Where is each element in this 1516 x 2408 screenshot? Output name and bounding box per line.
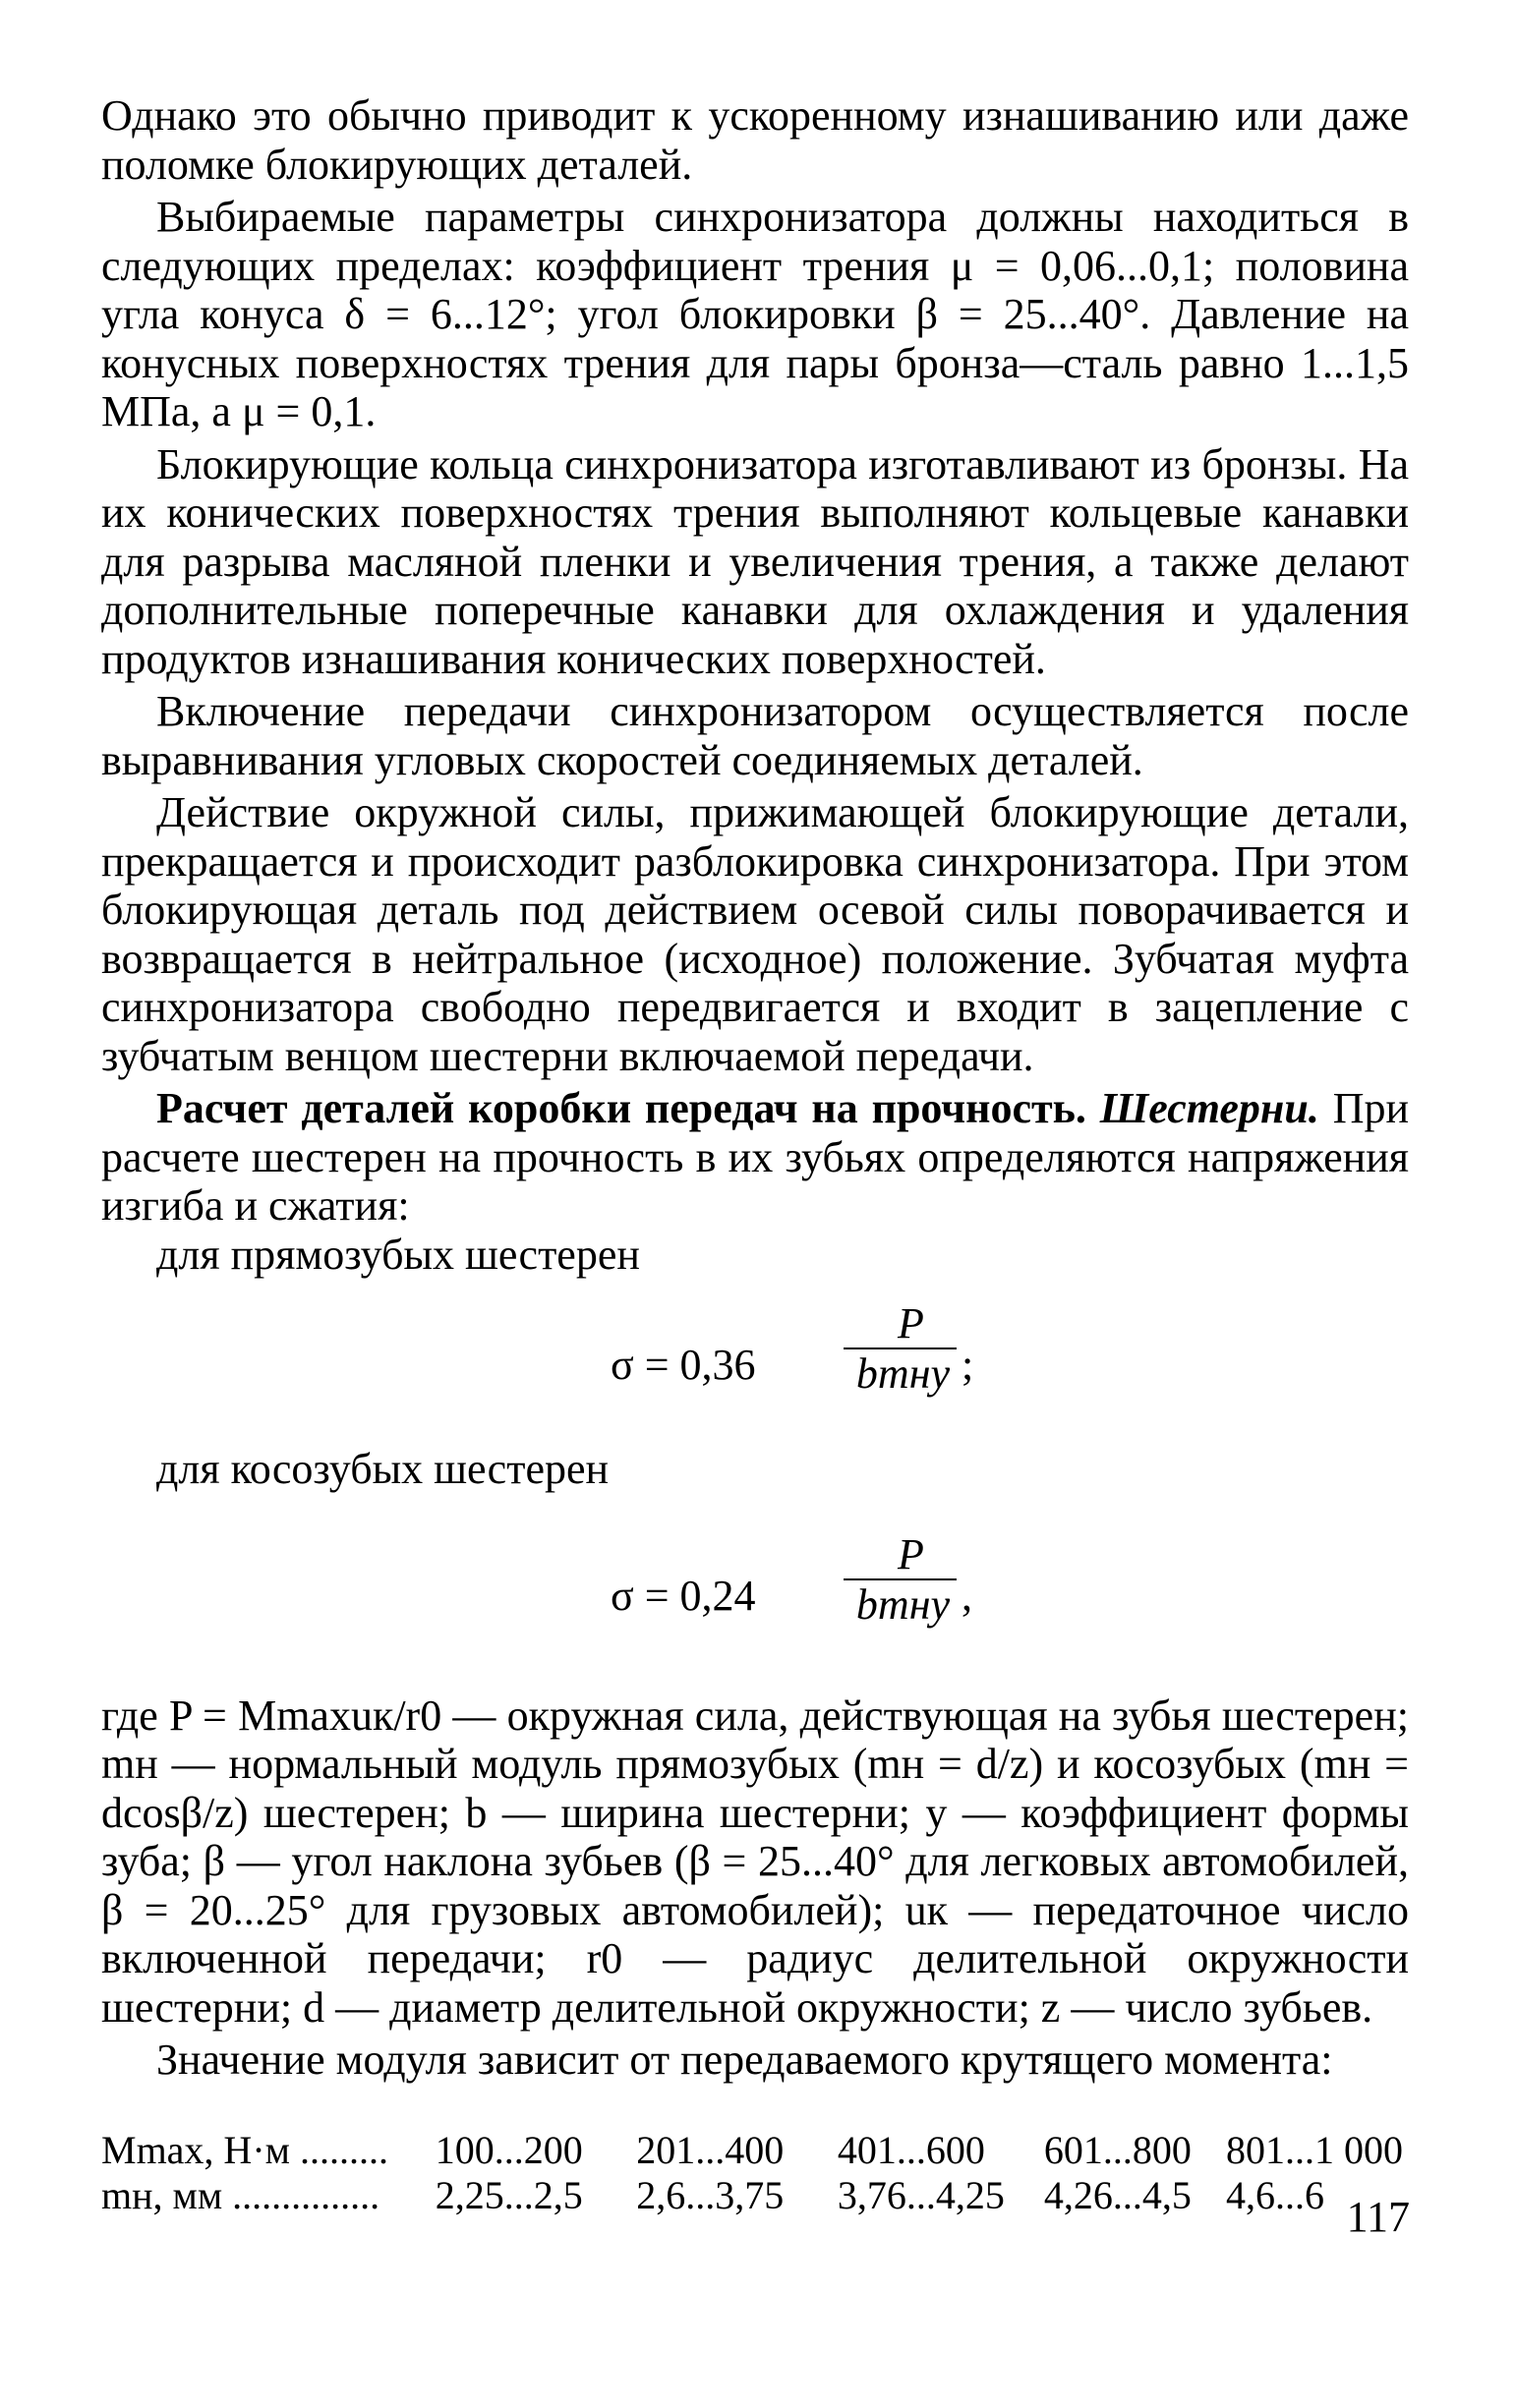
modulus-table <box>101 2128 1409 2218</box>
formula-lhs: σ = 0,24 <box>611 1571 756 1620</box>
table-cell: 601...800 <box>1043 2127 1192 2172</box>
formula-lhs: σ = 0,36 <box>611 1341 756 1389</box>
row-label: Mmax, Н·м ......... <box>101 2127 388 2172</box>
formula-fraction <box>785 1531 957 1630</box>
subsection-heading: Шестерни. <box>1099 1084 1319 1132</box>
table-cell: 4,26...4,5 <box>1043 2172 1192 2217</box>
modulus-intro: Значение модуля зависит от передаваемого крутящего момента: <box>156 2035 1333 2084</box>
helical-gear-formula <box>101 1531 1409 1654</box>
spur-gear-label: для прямозубых шестерен <box>156 1230 640 1279</box>
table-cell: 2,25...2,5 <box>435 2172 583 2217</box>
variables-explanation: где P = Mmaxuк/r0 — окружная сила, действующая на зубья шестерен; mн — нормальный модуль прямозубых (mн = d/z) и косозубых (mн = dcosβ/z) шестерен; b — ширина шестерни; y — коэффициент формы зуба; β — угол наклона зубьев (β = 25...40° для легковых автомобилей, β = 20...25° для грузовых автомобилей); uк — передаточное число включенной передачи; r0 — радиус делительной окружности шестерни; d — диаметр делительной окружности; z — число зубьев. <box>101 1691 1409 2032</box>
table-row <box>101 2173 1409 2218</box>
table-cell: 801...1 000 <box>1226 2127 1403 2172</box>
row-label: mн, мм ............... <box>101 2172 380 2217</box>
paragraph-2: Выбираемые параметры синхронизатора должны находиться в следующих пределах: коэффициент трения μ = 0,06...0,1; половина угла конуса δ = 6...12°; угол блокировки β = 25...40°. Давление на конусных поверхностях трения для пары бронза—сталь равно 1...1,5 МПа, а μ = 0,1. <box>101 193 1409 435</box>
paragraph-6-text: При расчете шестерен на прочность в их зубьях определяются напряжения изгиба и сжатия: <box>101 1084 1410 1230</box>
paragraph-3: Блокирующие кольца синхронизатора изготавливают из бронзы. На их конических поверхностях трения выполняют кольцевые канавки для разрыва масляной пленки и увеличения трения, а также делают дополнительные поперечные канавки для охлаждения и удаления продуктов изнашивания конических поверхностей. <box>101 439 1409 683</box>
table-cell: 100...200 <box>435 2127 583 2172</box>
paragraph-6 <box>101 1084 1409 1231</box>
table-cell: 4,6...6 <box>1226 2172 1324 2217</box>
page-number: 117 <box>1346 2193 1410 2241</box>
paragraph-5: Действие окружной силы, прижимающей блокирующие детали, прекращается и происходит разблокировка синхронизатора. При этом блокирующая деталь под действием осевой силы поворачивается и возвращается в нейтральное (исходное) положение. Зубчатая муфта синхронизатора свободно передвигается и входит в зацепление с зубчатым венцом шестерни включаемой передачи. <box>101 788 1409 1080</box>
formula-denominator: bmнy <box>855 1349 951 1398</box>
formula-punctuation: ; <box>962 1341 974 1389</box>
formula-denominator: bmнy <box>855 1579 951 1629</box>
section-heading: Расчет деталей коробки передач на прочность. <box>156 1084 1086 1132</box>
paragraph-1: Однако это обычно приводит к ускоренному изнашиванию или даже поломке блокирующих деталей. <box>101 91 1409 189</box>
formula-numerator: P <box>898 1299 924 1347</box>
spur-gear-formula <box>101 1300 1409 1423</box>
page-body <box>101 91 1409 2218</box>
table-cell: 2,6...3,75 <box>636 2172 785 2217</box>
formula-numerator: P <box>898 1529 924 1578</box>
helical-gear-label: для косозубых шестерен <box>156 1445 610 1493</box>
table-cell: 3,76...4,25 <box>837 2172 1005 2217</box>
formula-fraction <box>785 1300 957 1399</box>
table-cell: 201...400 <box>636 2127 785 2172</box>
formula-punctuation: , <box>962 1571 972 1620</box>
table-cell: 401...600 <box>837 2127 985 2172</box>
paragraph-4: Включение передачи синхронизатором осуществляется после выравнивания угловых скоростей соединяемых деталей. <box>101 687 1409 784</box>
table-row <box>101 2128 1409 2173</box>
